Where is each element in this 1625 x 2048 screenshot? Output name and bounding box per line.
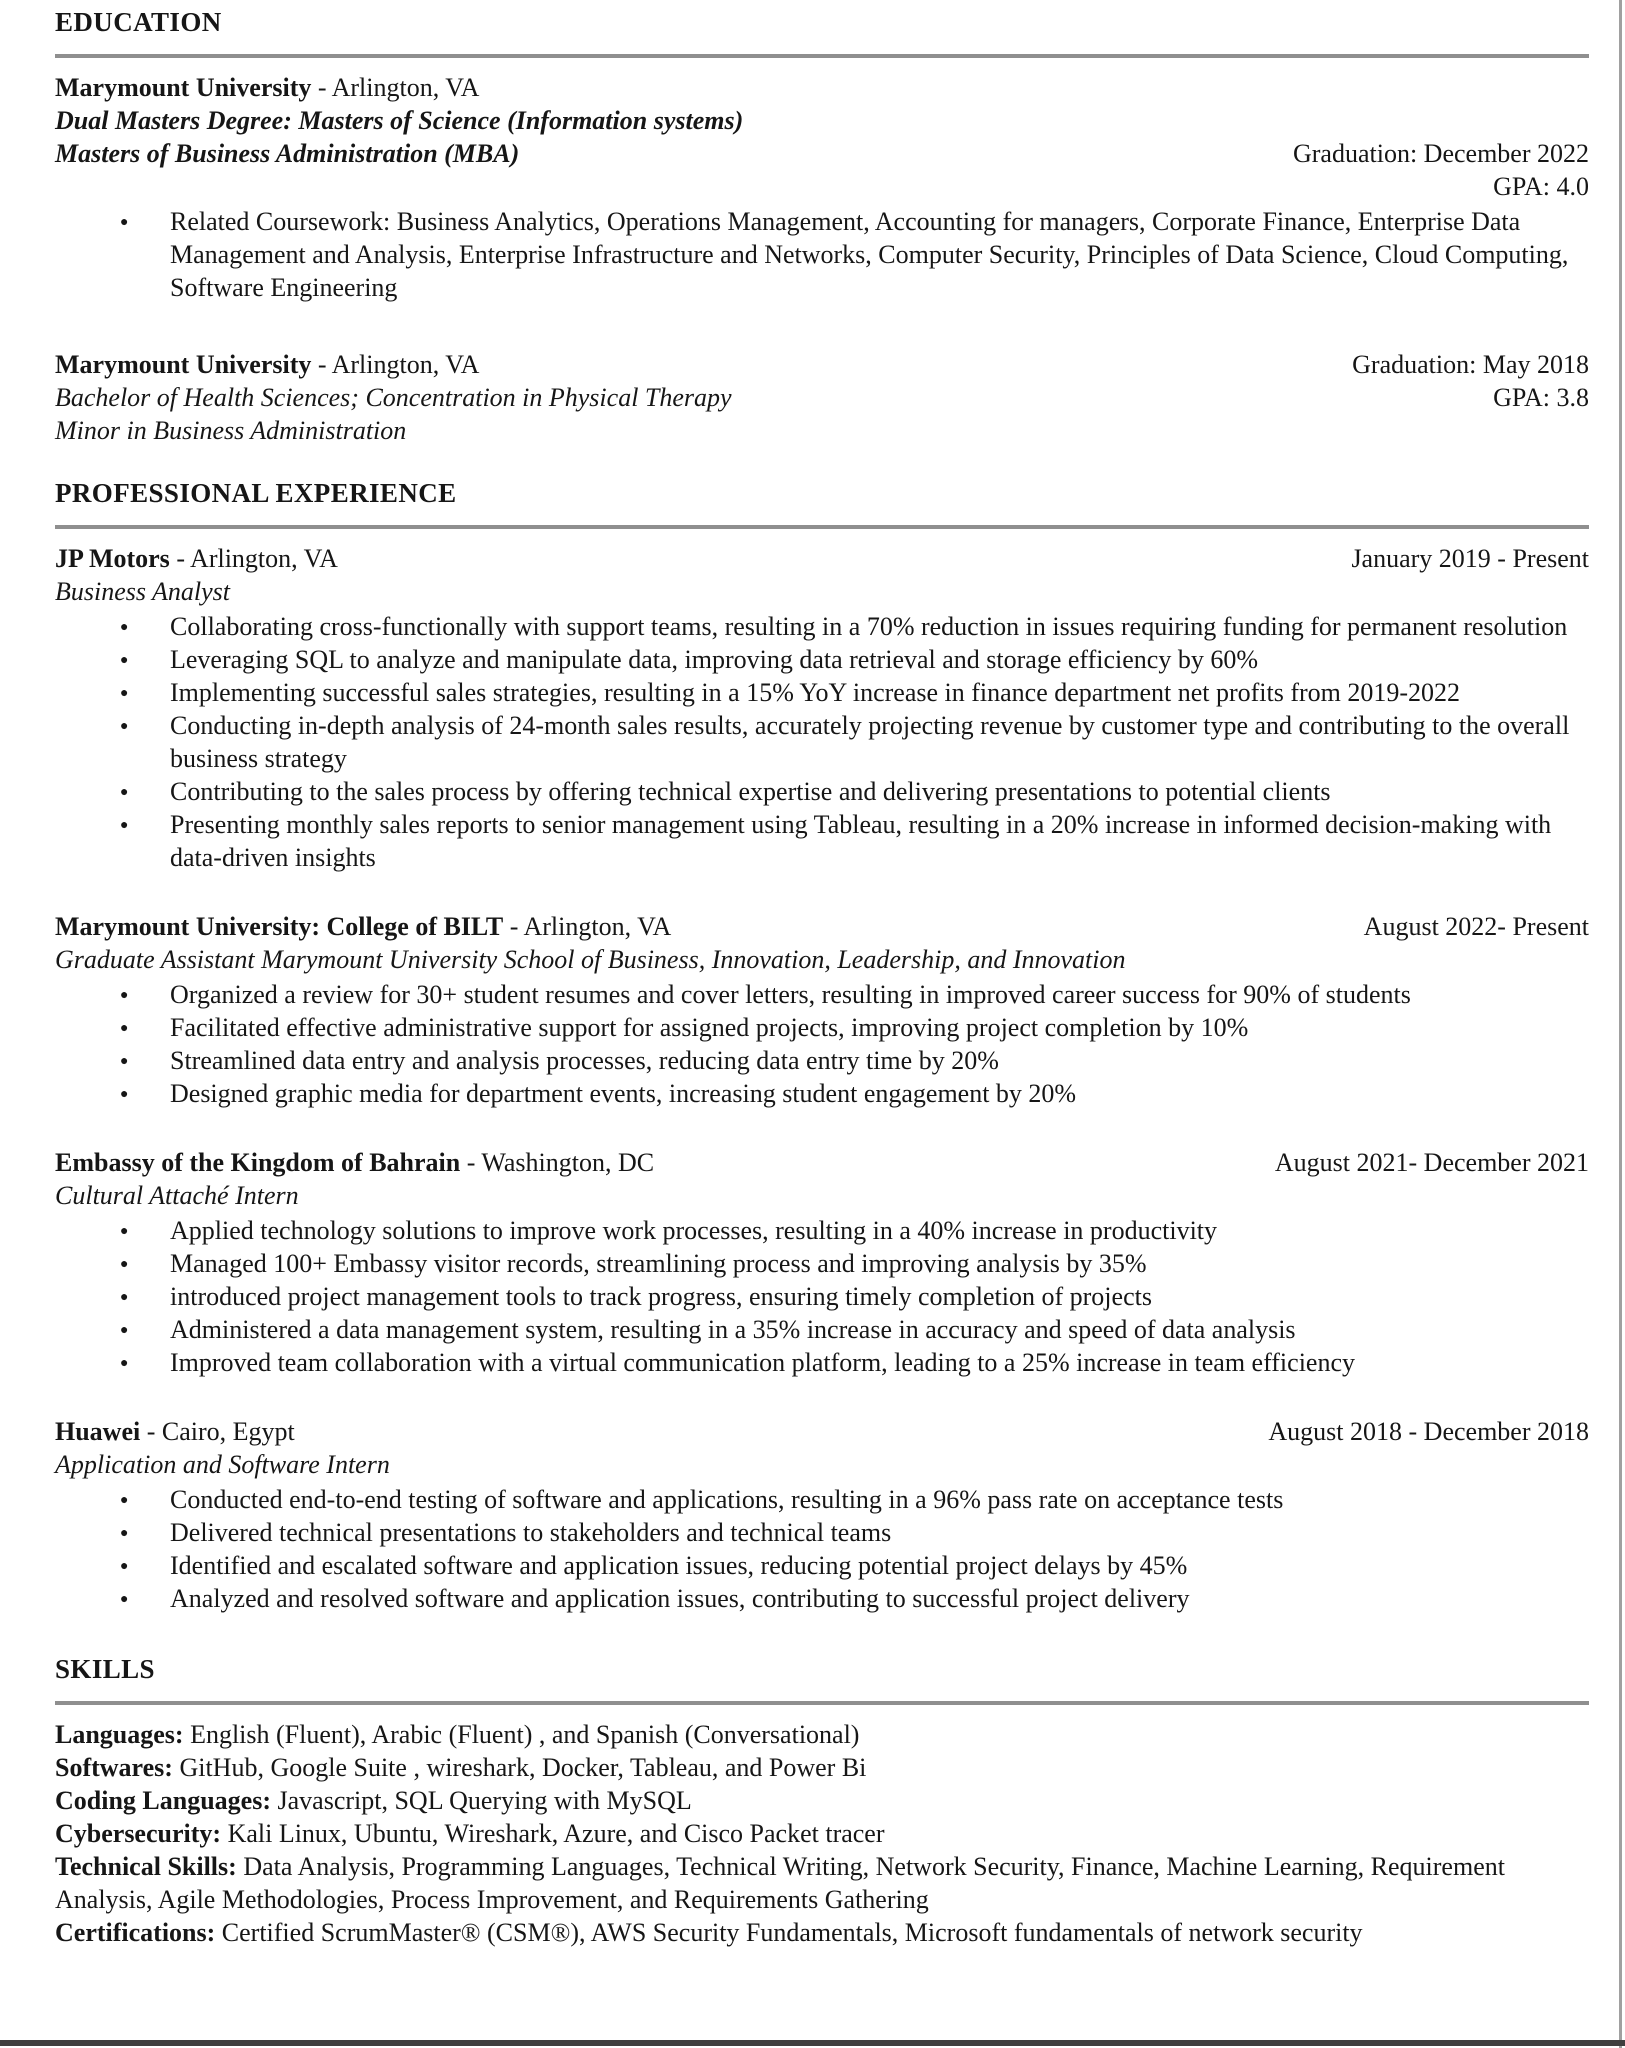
bullet-item: ● Conducted end-to-end testing of software and applications, resulting in a 96% pass rate on acceptance tests (170, 1483, 1589, 1516)
company-line (55, 542, 338, 575)
degree-gpa-row (55, 381, 1589, 414)
degree-line: Minor in Business Administration (55, 416, 407, 445)
company-line (55, 910, 671, 943)
skill-label: Technical Skills: (55, 1852, 237, 1881)
job-bullets (55, 610, 1589, 874)
company-location: - Cairo, Egypt (140, 1417, 295, 1446)
page-right-border (1619, 0, 1622, 2048)
bullet-item: ● Improved team collaboration with a virtual communication platform, leading to a 25% increase in team efficiency (170, 1346, 1589, 1379)
graduation-date: Graduation: December 2022 (1292, 139, 1589, 168)
company-name: Marymount University: College of BILT (55, 912, 504, 941)
school-name: Marymount University (55, 350, 312, 379)
school-line (55, 348, 479, 381)
company-name: Embassy of the Kingdom of Bahrain (55, 1148, 461, 1177)
bullet-item: ● Contributing to the sales process by offering technical expertise and delivering presentations to potential clients (170, 775, 1589, 808)
company-location: - Washington, DC (460, 1148, 655, 1177)
bullet-item: ● Related Coursework: Business Analytics, Operations Management, Accounting for managers, Corporate Finance, Enterprise Data Management and Analysis, Enterprise Infrastructure and Networks, Computer Security, Principles of Data Science, Cloud Computing, Software Engineering (170, 205, 1589, 304)
education-entry-header (55, 348, 1589, 381)
skill-text: Kali Linux, Ubuntu, Wireshark, Azure, and Cisco Packet tracer (221, 1819, 885, 1848)
job-bullets (55, 978, 1589, 1110)
experience-section (55, 477, 1589, 1615)
skill-label: Certifications: (55, 1918, 216, 1947)
experience-heading: PROFESSIONAL EXPERIENCE (55, 478, 457, 508)
bullet-item: ● Administered a data management system, resulting in a 35% increase in accuracy and speed of data analysis (170, 1313, 1589, 1346)
gpa-row (55, 170, 1589, 203)
bullet-item: ● Facilitated effective administrative support for assigned projects, improving project completion by 10% (170, 1011, 1589, 1044)
bullet-item: ● Managed 100+ Embassy visitor records, streamlining process and improving analysis by 35% (170, 1247, 1589, 1280)
skill-row-softwares (55, 1751, 1589, 1784)
degree-line: Masters of Business Administration (MBA) (55, 139, 520, 168)
skill-row-coding-languages (55, 1784, 1589, 1817)
education-entry (55, 71, 1589, 304)
bullet-item: ● Leveraging SQL to analyze and manipulate data, improving data retrieval and storage efficiency by 60% (170, 643, 1589, 676)
skill-row-certifications (55, 1916, 1589, 1949)
job-dates: August 2022- Present (1363, 912, 1589, 941)
bullet-item: ● Designed graphic media for department events, increasing student engagement by 20% (170, 1077, 1589, 1110)
education-bullets (55, 205, 1589, 304)
company-location: - Arlington, VA (503, 912, 672, 941)
gpa-value: GPA: 4.0 (1493, 172, 1589, 201)
job-dates: January 2019 - Present (1351, 544, 1589, 573)
bullet-item: ● Presenting monthly sales reports to senior management using Tableau, resulting in a 20% increase in informed decision-making with data-driven insights (170, 808, 1589, 874)
skill-row-cybersecurity (55, 1817, 1589, 1850)
job-bullets (55, 1483, 1589, 1615)
job-title: Business Analyst (55, 577, 231, 606)
skill-text: GitHub, Google Suite , wireshark, Docker, Tableau, and Power Bi (172, 1753, 867, 1782)
job-header (55, 910, 1589, 943)
job-dates: August 2018 - December 2018 (1268, 1417, 1589, 1446)
skill-text: English (Fluent), Arabic (Fluent) , and Spanish (Conversational) (183, 1720, 860, 1749)
job-title: Application and Software Intern (55, 1450, 390, 1479)
job-title: Cultural Attaché Intern (55, 1181, 299, 1210)
company-line (55, 1146, 654, 1179)
bullet-item: ● Identified and escalated software and application issues, reducing potential project delays by 45% (170, 1549, 1589, 1582)
company-name: Huawei (55, 1417, 141, 1446)
job-dates: August 2021- December 2021 (1274, 1148, 1589, 1177)
skills-section (55, 1653, 1589, 1949)
job-bullets (55, 1214, 1589, 1379)
job-entry (55, 1415, 1589, 1615)
section-divider (55, 1701, 1589, 1705)
job-header (55, 1146, 1589, 1179)
education-section (55, 6, 1589, 447)
education-entry (55, 348, 1589, 447)
company-line (55, 1415, 295, 1448)
skill-label: Softwares: (55, 1753, 173, 1782)
bullet-item: ● Collaborating cross-functionally with support teams, resulting in a 70% reduction in issues requiring funding for permanent resolution (170, 610, 1589, 643)
section-divider (55, 525, 1589, 529)
job-entry (55, 1146, 1589, 1379)
bullet-item: ● Implementing successful sales strategies, resulting in a 15% YoY increase in finance department net profits from 2019-2022 (170, 676, 1589, 709)
school-location: - Arlington, VA (311, 350, 480, 379)
company-location: - Arlington, VA (169, 544, 338, 573)
bullet-item: ● Conducting in-depth analysis of 24-month sales results, accurately projecting revenue by customer type and contributing to the overall business strategy (170, 709, 1589, 775)
school-name: Marymount University (55, 73, 312, 102)
school-line (55, 71, 479, 104)
skill-row-languages (55, 1718, 1589, 1751)
skill-row-technical-skills (55, 1850, 1589, 1916)
graduation-date: Graduation: May 2018 (1352, 350, 1589, 379)
school-location: - Arlington, VA (311, 73, 480, 102)
page-bottom-border (0, 2040, 1625, 2046)
skill-text: Javascript, SQL Querying with MySQL (271, 1786, 692, 1815)
skill-text: Data Analysis, Programming Languages, Technical Writing, Network Security, Finance, Machine Learning, Requirement Analysis, Agile Methodologies, Process Improvement, and Requirements Gathering (55, 1852, 1505, 1914)
gpa-value: GPA: 3.8 (1493, 383, 1589, 412)
skill-label: Cybersecurity: (55, 1819, 222, 1848)
section-divider (55, 54, 1589, 58)
skill-label: Languages: (55, 1720, 184, 1749)
bullet-item: ● introduced project management tools to track progress, ensuring timely completion of projects (170, 1280, 1589, 1313)
bullet-item: ● Organized a review for 30+ student resumes and cover letters, resulting in improved career success for 90% of students (170, 978, 1589, 1011)
skill-label: Coding Languages: (55, 1786, 271, 1815)
skills-heading: SKILLS (55, 1654, 155, 1684)
job-title: Graduate Assistant Marymount University School of Business, Innovation, Leadership, and Innovation (55, 945, 1126, 974)
company-name: JP Motors (55, 544, 170, 573)
education-entry-header (55, 71, 1589, 104)
bullet-item: ● Analyzed and resolved software and application issues, contributing to successful project delivery (170, 1582, 1589, 1615)
job-header (55, 1415, 1589, 1448)
bullet-item: ● Applied technology solutions to improve work processes, resulting in a 40% increase in productivity (170, 1214, 1589, 1247)
job-header (55, 542, 1589, 575)
degree-graduation-row (55, 137, 1589, 170)
degree-line: Bachelor of Health Sciences; Concentration in Physical Therapy (55, 383, 732, 412)
job-entry (55, 542, 1589, 874)
bullet-item: ● Streamlined data entry and analysis processes, reducing data entry time by 20% (170, 1044, 1589, 1077)
job-entry (55, 910, 1589, 1110)
degree-line: Dual Masters Degree: Masters of Science (Information systems) (55, 106, 744, 135)
skill-text: Certified ScrumMaster® (CSM®), AWS Security Fundamentals, Microsoft fundamentals of network security (215, 1918, 1363, 1947)
education-heading: EDUCATION (55, 7, 222, 37)
bullet-item: ● Delivered technical presentations to stakeholders and technical teams (170, 1516, 1589, 1549)
